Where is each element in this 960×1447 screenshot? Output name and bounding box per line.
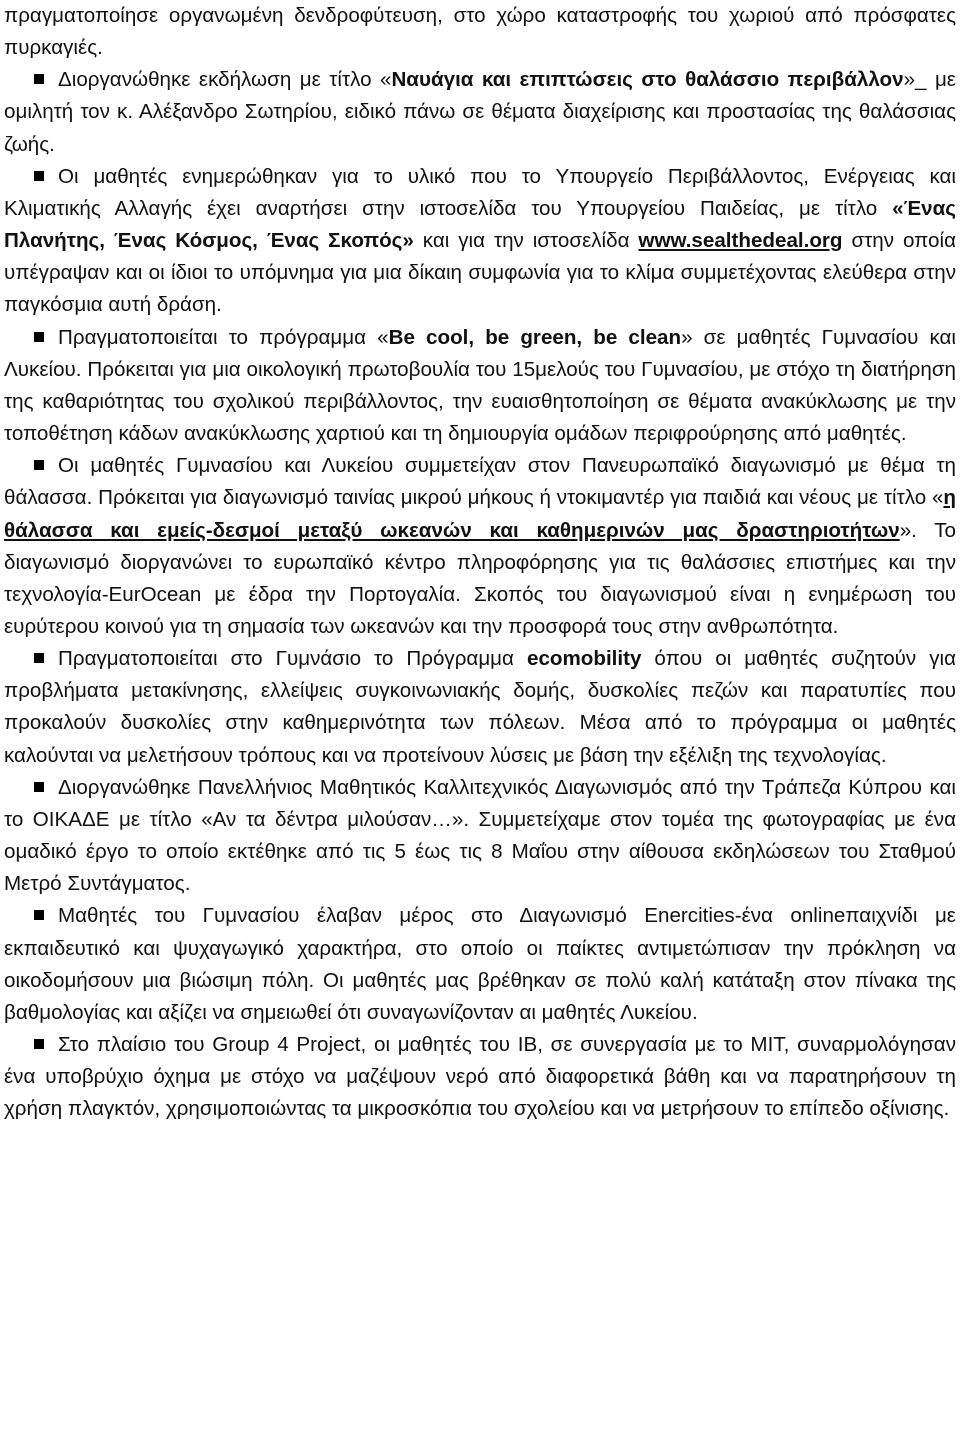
square-bullet-icon — [34, 653, 44, 663]
program-title: «Ένας Πλανήτης, Ένας Κόσμος, Ένας Σκοπός» — [4, 196, 956, 253]
square-bullet-icon — [34, 74, 44, 84]
list-item: Οι μαθητές Γυμνασίου και Λυκείου συμμετείχαν στον Πανευρωπαϊκό διαγωνισμό με θέμα τη θάλασσα. Πρόκειται για διαγωνισμό ταινίας μικρού μήκους ή ντοκιμαντέρ για παιδιά και νέους με τίτλο «η θάλασσα και εμείς-δεσμοί μεταξύ ωκεανών και καθημερινών μας δραστηριοτήτων». Το διαγωνισμό διοργανώνει το ευρωπαϊκό κέντρο πληροφόρησης για τις θαλάσσιες επιστήμες και την τεχνολογία-EurOcean με έδρα την Πορτογαλία. Σκοπός του διαγωνισμού είναι η ενημέρωση του ευρύτερου κοινού για τη σημασία των ωκεανών και την προσφορά τους στην ανθρωπότητα. — [4, 454, 957, 638]
website-link[interactable]: www.sealthedeal.org — [638, 229, 843, 253]
intro-paragraph: πραγματοποίησε οργανωμένη δενδροφύτευση, στο χώρο καταστροφής του χωριού από πρόσφατες πυρκαγιές. — [4, 4, 956, 60]
list-item: Πραγματοποιείται το πρόγραμμα «Be cool, be green, be clean» σε μαθητές Γυμνασίου και Λυκείου. Πρόκειται για μια οικολογική πρωτοβουλία του 15μελούς του Γυμνασίου, με στόχο τη διατήρηση της καθαριότητας του σχολικού περιβάλλοντος, την ευαισθητοποίηση σε θέματα ανακύκλωσης με την τοποθέτηση κάδων ανακύκλωσης χαρτιού και τη δημιουργία ομάδων περιφρούρησης από μαθητές. — [4, 325, 956, 446]
list-item: Μαθητές του Γυμνασίου έλαβαν μέρος στο Διαγωνισμό Enercities-ένα onlineπαιχνίδι με εκπαιδευτικό και ψυχαγωγικό χαρακτήρα, στο οποίο οι παίκτες αντιμετώπισαν την πρόκληση να οικοδομήσουν μια βιώσιμη πόλη. Οι μαθητές μας βρέθηκαν σε πολύ καλή κατάταξη στον πίνακα της βαθμολογίας και αξίζει να σημειωθεί ότι συναγωνίζονταν αι μαθητές Λυκείου. — [4, 904, 956, 1024]
list-item: Διοργανώθηκε εκδήλωση με τίτλο «Ναυάγια και επιπτώσεις στο θαλάσσιο περιβάλλον»_ με ομιλητή τον κ. Αλέξανδρο Σωτηρίου, ειδικό πάνω σε θέματα διαχείρισης και προστασίας της θαλάσσιας ζωής. — [4, 68, 956, 156]
square-bullet-icon — [34, 1039, 44, 1049]
square-bullet-icon — [34, 910, 44, 920]
square-bullet-icon — [34, 782, 44, 792]
program-title: ecomobility — [526, 647, 642, 671]
program-title: Be cool, be green, be clean — [388, 325, 682, 349]
list-item: Διοργανώθηκε Πανελλήνιος Μαθητικός Καλλιτεχνικός Διαγωνισμός από την Τράπεζα Κύπρου και το ΟΙΚΑΔΕ με τίτλο «Αν τα δέντρα μιλούσαν…». Συμμετείχαμε στον τομέα της φωτογραφίας με ένα ομαδικό έργο το οποίο εκτέθηκε από τις 5 έως τις 8 Μαΐου στην αίθουσα εκδηλώσεων του Σταθμού Μετρό Συντάγματος. — [4, 775, 956, 896]
event-title: Ναυάγια και επιπτώσεις στο θαλάσσιο περιβάλλον — [391, 68, 904, 92]
list-item: Οι μαθητές ενημερώθηκαν για το υλικό που το Υπουργείο Περιβάλλοντος, Ενέργειας και Κλιματικής Αλλαγής έχει αναρτήσει στην ιστοσελίδα του Υπουργείου Παιδείας, με τίτλο «Ένας Πλανήτης, Ένας Κόσμος, Ένας Σκοπός» και για την ιστοσελίδα www.sealthedeal.org στην οποία υπέγραψαν και οι ίδιοι το υπόμνημα για μια δίκαιη συμφωνία για το κλίμα συμμετέχοντας ελεύθερα στην παγκόσμια αυτή δράση. — [4, 164, 956, 317]
list-item: Πραγματοποιείται στο Γυμνάσιο το Πρόγραμμα ecomobility όπου οι μαθητές συζητούν για προβλήματα μετακίνησης, ελλείψεις συγκοινωνιακής δομής, δυσκολίες πεζών και παρατυπίες που προκαλούν δυσκολίες στην καθημερινότητα των πόλεων. Μέσα από το πρόγραμμα οι μαθητές καλούνται να μελετήσουν τρόπους και να προτείνουν λύσεις με βάση την εξέλιξη της τεχνολογίας. — [4, 647, 956, 767]
square-bullet-icon — [34, 171, 44, 181]
square-bullet-icon — [34, 460, 44, 470]
square-bullet-icon — [34, 332, 44, 342]
list-item: Στο πλαίσιο του Group 4 Project, οι μαθητές του IB, σε συνεργασία με το MIT, συναρμολόγησαν ένα υποβρύχιο όχημα με στόχο να μαζέψουν νερό από διαφορετικά βάθη και να παρατηρήσουν τη χρήση πλαγκτόν, χρησιμοποιώντας τα μικροσκόπια του σχολείου και να μετρήσουν το επίπεδο οξίνισης. — [4, 1033, 956, 1121]
competition-title: η θάλασσα και εμείς-δεσμοί μεταξύ ωκεανών και καθημερινών μας δραστηριοτήτων — [4, 486, 956, 542]
